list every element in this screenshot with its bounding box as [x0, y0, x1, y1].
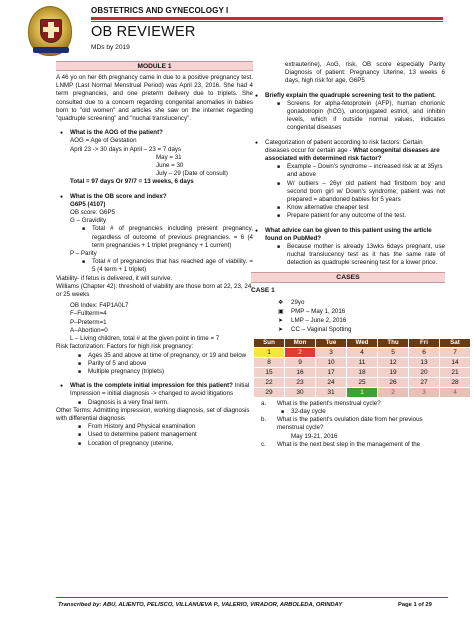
calendar-day: 6 [409, 347, 440, 357]
calendar-day: 30 [285, 387, 316, 397]
header-rule-thin [91, 21, 443, 22]
risk-bullet: ■ Multiple pregnancy (triplets) [56, 368, 253, 376]
footer-rule [56, 597, 448, 598]
case-item-age: ❖ 29yo [278, 298, 305, 306]
calendar-day: 21 [440, 367, 471, 377]
other-terms-bullet: ■ Used to determine patient management [56, 431, 253, 439]
other-terms: Other Terms: Admitting impression, working diagnosis, set of diagnosis with differential diagnosis [56, 406, 250, 422]
calendar-day: 18 [347, 367, 378, 377]
pubmed-advice-bullet: ■ Because mother is already 13wks 6days pregnant, use nuchal translucency test as it has the same rate of detection as quadruple screening test for a lower price. [251, 243, 445, 268]
quadruple-screening-bullet: ■ Screens for alpha-fetoprotein (AFP), human chorionic gonadotropin (hCG), unconjugated estriol, and inhibin levels, which if outside normal values, indicates congenital diseases [251, 100, 445, 133]
header-rule [91, 17, 443, 20]
calendar-day-highlight-yellow: 1 [254, 347, 285, 357]
question-quadruple-screening: ● Briefly explain the quadruple screening test to the patient. [251, 92, 445, 100]
calendar-day-next-month: 2 [378, 387, 409, 397]
calendar-day-header: Tue [316, 338, 347, 347]
calendar-day: 15 [254, 367, 285, 377]
diagnosis-bullet: ■ Diagnosis is a very final term. [56, 399, 253, 407]
bullet-icon: ❖ [278, 299, 284, 306]
risk-bullet: ■ Ages 35 and above at time of pregnancy, or 19 and below [56, 352, 253, 360]
calendar-week-row [254, 377, 471, 387]
question-ob-score: ● What is the OB score and index? [56, 193, 253, 201]
case-item-cc: ➤ CC – Vaginal Spotting [278, 326, 352, 334]
calendar-week-row [254, 347, 471, 357]
calendar-day: 19 [378, 367, 409, 377]
page-number: Page 1 of 29 [398, 602, 432, 608]
case-item-pmp: ▣ PMP – May 1, 2016 [278, 308, 346, 316]
risk-category-bullet: ■ Know alternative cheaper test [251, 204, 445, 212]
calendar-day-next-month: 3 [409, 387, 440, 397]
calendar-day: 29 [254, 387, 285, 397]
calendar-day: 5 [378, 347, 409, 357]
question-aog: ● What is the AOG of the patient? [56, 129, 253, 137]
calendar-day: 31 [316, 387, 347, 397]
case-answer-a: ■ 32-day cycle [251, 408, 445, 416]
calendar-day: 27 [409, 377, 440, 387]
calendar-day: 26 [378, 377, 409, 387]
parity-bullet: ■ Total # of pregnancies that has reached age of viability. = 5 (4 term + 1 triplet) [56, 258, 253, 274]
calendar-week-row [254, 387, 471, 397]
case-description: A 46 yo on her 6th pregnancy came in due to a positive pregnancy test. LNMP (Last Normal Menstrual Period) was April 23, 2016. She had 4 term pregnancies, and one preterm delivery due to triplets. She consulted due to a concern regarding congenital anomalies in babies born to "old women" and articles she saw on the internet regarding "quadruple screening" and "nuchal translucency". [56, 74, 253, 123]
document-author: MDs by 2019 [91, 44, 130, 51]
calendar-header-row [254, 338, 471, 347]
menstrual-calendar [253, 338, 471, 398]
williams-note: Williams (Chapter 42): threshold of viability are those born at 22, 23, 24, or 25 weeks [56, 282, 253, 299]
question-initial-impression: ● What is the complete initial impression for this patient? Initial Impression = initial diagnosis -> changed to avoid litigations [56, 382, 253, 398]
viability-note: Viability- if fetus is delivered, it will survive. [56, 274, 173, 282]
cases-heading: CASES [251, 272, 445, 283]
calendar-day: 25 [347, 377, 378, 387]
calendar-day: 4 [347, 347, 378, 357]
case-item-lmp: ➤ LMP – June 2, 2016 [278, 317, 347, 325]
calendar-day: 20 [409, 367, 440, 377]
question-risk-categorization: ● Categorization of patient according to risk factors: Certain diseases occur for certain age - What congenital diseases are associated with determined risk factor? [251, 139, 445, 164]
risk-category-bullet: ■ Example – Down's syndrome – increased risk at at 35yrs and above [251, 163, 445, 179]
aog-answer: AOG = Age of Gestation April 23 -> 30 days in April – 23 = 7 days May = 31 June = 30 July – 29 (Date of consult) Total = 97 days Or 97/7 = 13 weeks, 6 days [70, 137, 228, 186]
footer-transcribers: Transcribed by: ABU, ALIENTO, PELISCO, VILLANUEVA P., VALERIO, VIRADOR, ARBOLEDA, ORINDAY [58, 602, 343, 608]
calendar-day-next-month: 4 [440, 387, 471, 397]
calendar-week-row [254, 357, 471, 367]
gravidity-bullet: ■ Total # of pregnancies including present pregnancy, regardless of outcome of previous pregnancies. = 6 (4 term pregnancies + 1 triplet pregnancy + 1 current) [56, 225, 253, 250]
impression-continued: extrauterine), AoG, risk, OB score especially Parity Diagnosis of patient: Pregnancy Uterine, 13 weeks 6 days, high risk for age, G6P5 [285, 61, 445, 85]
calendar-day-header: Mon [285, 338, 316, 347]
document-title: OB REVIEWER [91, 24, 196, 40]
calendar-day: 14 [440, 357, 471, 367]
course-title: OBSTETRICS AND GYNECOLOGY I [91, 6, 229, 15]
risk-factorization: Risk factorization: Factors for high risk pregnancy: [56, 343, 194, 351]
calendar-day: 11 [347, 357, 378, 367]
university-seal-icon [28, 6, 72, 56]
calendar-day-header: Sun [254, 338, 285, 347]
parity-label: P – Parity [70, 250, 97, 258]
case-answer-b: May 19-21, 2016 [291, 432, 338, 440]
case-question-b: b. What is the patient's ovulation date from her previous menstrual cycle? [261, 416, 423, 432]
case-question-c: c. What is the next best step in the management of the [261, 440, 421, 448]
ob-index: OB Index: F4P1A0L7 F–Fullterm=4 P–Preterm=1 A–Abortion=0 L – Living children, total # at the given point in time = 7 [70, 302, 220, 343]
document-header [0, 0, 474, 60]
calendar-icon: ▣ [278, 309, 284, 316]
calendar-day: 28 [440, 377, 471, 387]
other-terms-bullet: ■ Location of pregnancy (uterine, [56, 440, 253, 448]
arrow-icon: ➤ [278, 318, 284, 325]
calendar-day: 22 [254, 377, 285, 387]
calendar-day-header: Sat [440, 338, 471, 347]
arrow-icon: ➤ [278, 327, 284, 334]
right-column [251, 61, 460, 449]
risk-category-bullet: ■ Prepare patient for any outcome of the test. [251, 212, 445, 220]
calendar-day: 7 [440, 347, 471, 357]
calendar-day-highlight-red: 2 [285, 347, 316, 357]
calendar-day: 3 [316, 347, 347, 357]
calendar-week-row [254, 367, 471, 377]
case-1-heading: CASE 1 [251, 286, 275, 294]
calendar-day: 17 [316, 367, 347, 377]
case-question-a: a. What is the patient's menstrual cycle? [261, 399, 381, 407]
question-pubmed-advice: ● What advice can be given to this patient using the article found on PubMed? [251, 227, 445, 243]
other-terms-bullet: ■ From History and Physical examination [56, 423, 253, 431]
calendar-day-highlight-green: 1 [347, 387, 378, 397]
calendar-day-header: Fri [409, 338, 440, 347]
risk-bullet: ■ Parity of 5 and above [56, 360, 253, 368]
calendar-day: 24 [316, 377, 347, 387]
calendar-day: 16 [285, 367, 316, 377]
calendar-day: 12 [378, 357, 409, 367]
module-heading: MODULE 1 [56, 61, 253, 71]
calendar-day: 23 [285, 377, 316, 387]
calendar-day: 13 [409, 357, 440, 367]
calendar-day-header: Thu [378, 338, 409, 347]
risk-category-bullet: ■ W/ outliers – 26yr old patient had firstborn boy and second born girl w/ Down's syndrome; patient was not prepared = abandoned babies for 5 years [251, 180, 445, 205]
calendar-day: 8 [254, 357, 285, 367]
calendar-day: 10 [316, 357, 347, 367]
calendar-day-header: Wed [347, 338, 378, 347]
left-column [56, 61, 253, 448]
ob-score-answer: G6P5 (4107) OB score: G6P5 G – Gravidity [70, 200, 116, 225]
calendar-day: 9 [285, 357, 316, 367]
